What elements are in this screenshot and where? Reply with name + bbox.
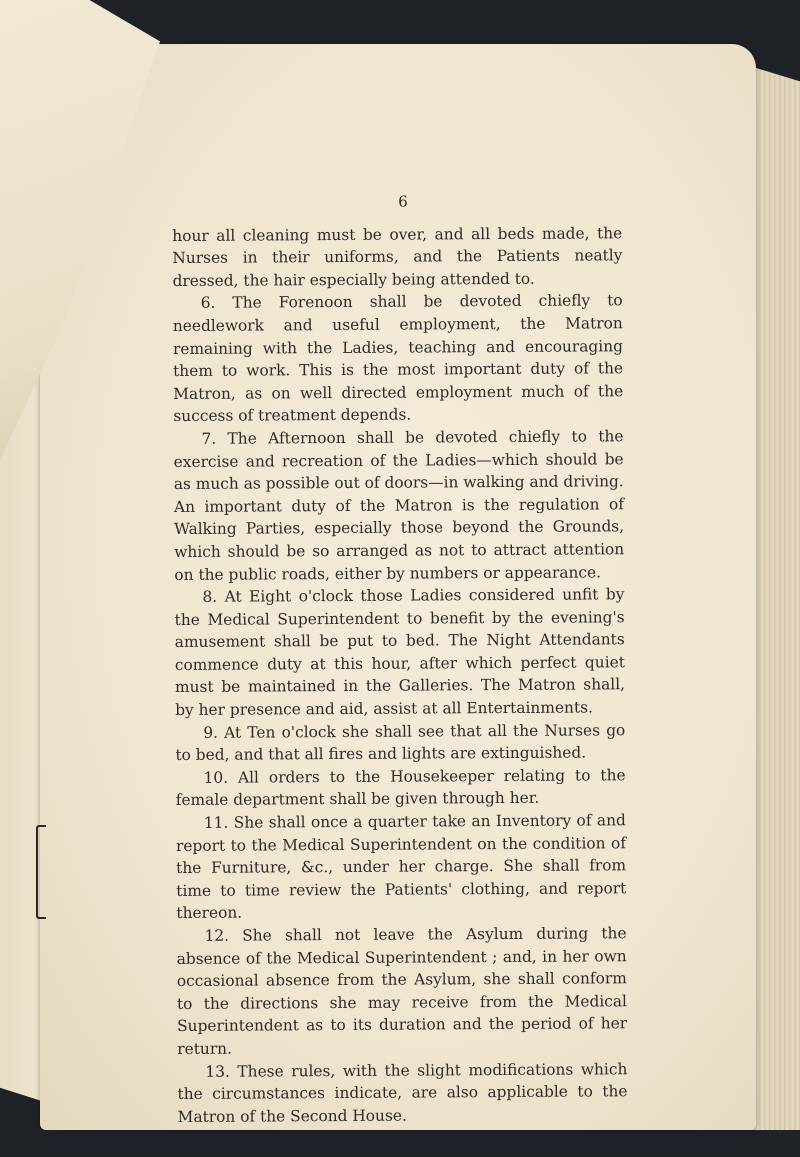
paragraph: 11. She shall once a quarter take an Inventory of and report to the Medical Superintendent on the condition of the Furniture, &c., under her charge. She shall from time to time review the Patients' clothing, and report thereon. (175, 811, 627, 923)
paragraph: 9. At Ten o'clock she shall see that all the Nurses go to bed, and that all fires and lights are extinguished. (175, 720, 626, 765)
paragraph: hour all cleaning must be over, and all beds made, the Nurses in their uniforms, and the Patients neatly dressed, the hair especially being attended to. (172, 223, 623, 290)
paragraph: 13. These rules, with the slight modifications which the circumstances indicate, are also applicable to the Matron of the Second House. (177, 1059, 628, 1126)
page-text (172, 189, 628, 1128)
page-number: 6 (398, 192, 408, 211)
paragraph: 8. At Eight o'clock those Ladies considered unfit by the Medical Superintendent to benefit by the evening's amusement shall be put to bed. The Night Attendants commence duty at this hour, after which perfect quiet must be maintained in the Galleries. The Matron shall, by her presence and aid, assist at all Entertainments. (174, 585, 626, 720)
paragraph: 6. The Forenoon shall be devoted chiefly to needlework and useful employment, the Matron remaining with the Ladies, teaching and encouraging them to work. This is the most important duty of the Matron, as on well directed employment much of the success of treatment depends. (172, 291, 624, 426)
paragraph: 7. The Afternoon shall be devoted chiefly to the exercise and recreation of the Ladies—which should be as much as possible out of doors—in walking and driving. An important duty of the Matron is the regulation of Walking Parties, especially those beyond the Grounds, which should be so arranged as not to attract attention on the public roads, either by numbers or appearance. (173, 427, 625, 584)
paragraph: 10. All orders to the Housekeeper relating to the female department shall be given through her. (175, 766, 626, 810)
binding-clip (36, 825, 46, 919)
paragraph: 12. She shall not leave the Asylum during the absence of the Medical Superintendent ; and, in her own occasional absence from the Asylum, she shall conform to the directions she may receive from the Medical Superintendent as to its duration and the period of her return. (176, 924, 628, 1058)
